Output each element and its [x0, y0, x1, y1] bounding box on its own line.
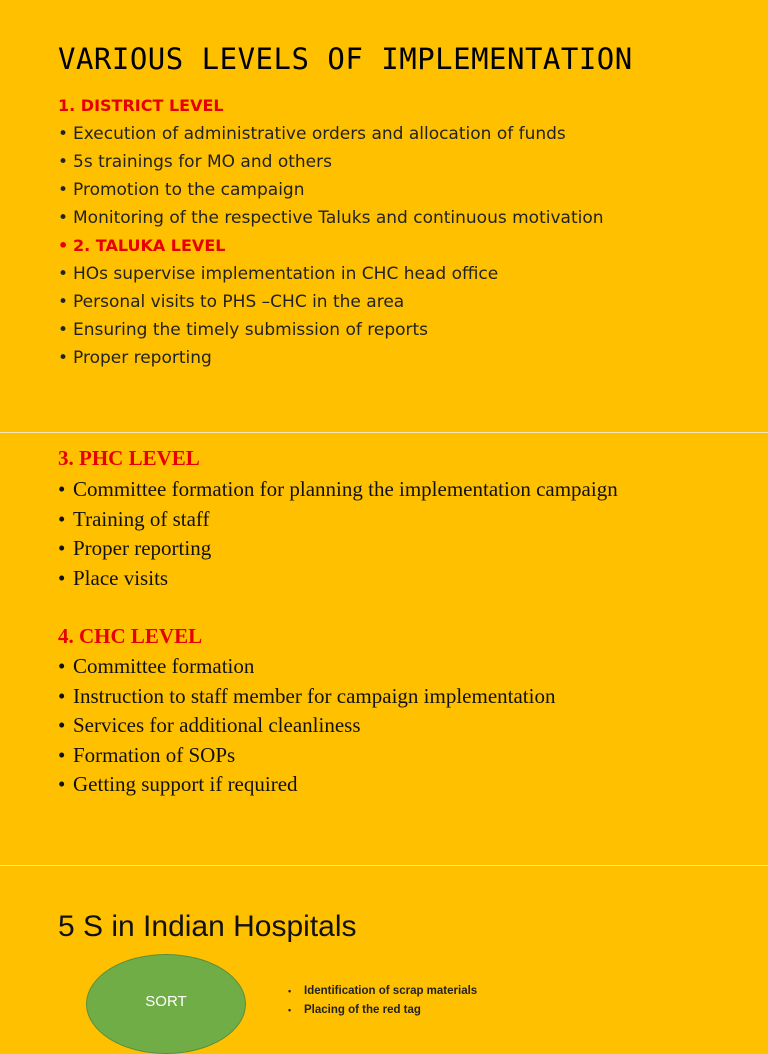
list-item: • Identification of scrap materials [288, 985, 478, 997]
list-item: • Placing of the red tag [288, 1004, 421, 1016]
slide-5s-hospitals [0, 866, 768, 1024]
list-item: • Getting support if required [58, 772, 298, 796]
slide-phc-chc [0, 433, 768, 865]
phc-list [58, 475, 618, 593]
list-item: • Personal visits to PHS –CHC in the area [58, 292, 405, 312]
list-item: • Place visits [58, 565, 169, 590]
list-item: • Proper reporting [58, 348, 212, 368]
sort-oval [86, 954, 246, 1054]
sort-items-list [288, 982, 477, 1020]
list-item: • Services for additional cleanliness [58, 713, 361, 737]
slide-title: VARIOUS LEVELS OF IMPLEMENTATION [58, 42, 633, 76]
list-item: • HOs supervise implementation in CHC head office [58, 264, 499, 284]
list-item: • Execution of administrative orders and allocation of funds [58, 124, 566, 144]
chc-level-heading: 4. CHC LEVEL [58, 624, 203, 648]
list-item: • Committee formation for planning the implementation campaign [58, 477, 618, 501]
phc-level-heading: 3. PHC LEVEL [58, 446, 200, 470]
taluka-level-heading: • 2. TALUKA LEVEL [58, 236, 226, 255]
slide-district-taluka [0, 0, 768, 432]
list-item: • Monitoring of the respective Taluks and continuous motivation [58, 208, 604, 228]
list-item: • Training of staff [58, 506, 210, 531]
slide-title: 5 S in Indian Hospitals [58, 910, 357, 943]
list-item: • Proper reporting [58, 536, 212, 560]
list-item: • Promotion to the campaign [58, 180, 305, 200]
list-item: • Ensuring the timely submission of reports [58, 320, 429, 340]
list-item: • Instruction to staff member for campaign implementation [58, 683, 556, 708]
chc-list [58, 652, 555, 800]
list-item: • 5s trainings for MO and others [58, 152, 332, 172]
implementation-list [58, 92, 604, 372]
list-item: • Committee formation [58, 654, 255, 678]
district-level-heading: 1. DISTRICT LEVEL [58, 96, 224, 115]
sort-label: SORT [145, 993, 187, 1010]
list-item: • Formation of SOPs [58, 742, 236, 767]
